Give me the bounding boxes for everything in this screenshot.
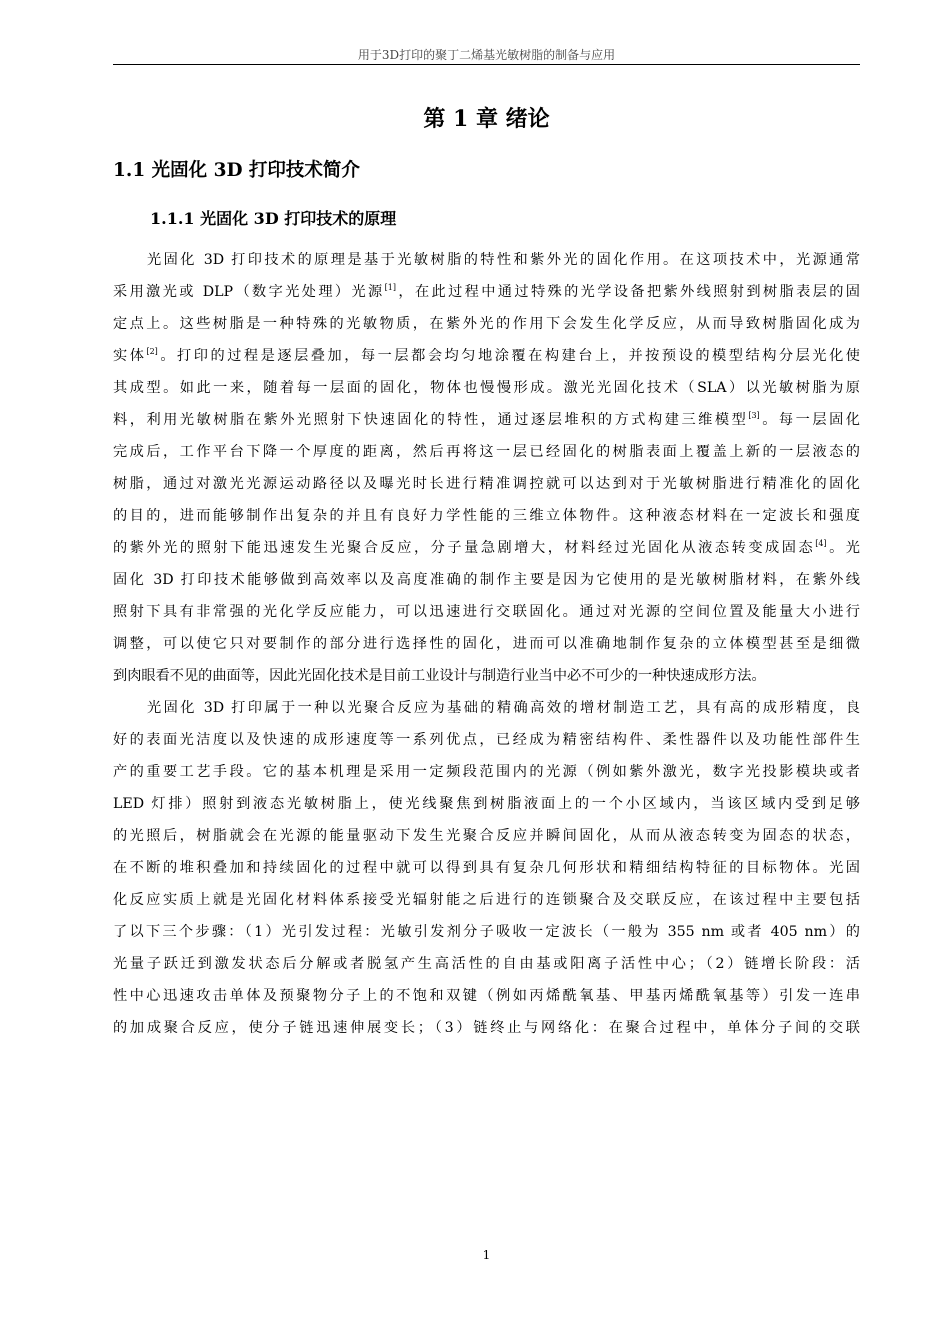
chapter-title: 第 1 章 绪论 <box>423 106 550 132</box>
text-run: 采用激光或 DLP（数字光处理）光源 <box>113 284 385 300</box>
paragraph-line: 在不断的堆积叠加和持续固化的过程中就可以得到具有复杂几何形状和精细结构特征的目标物体。光固 <box>113 860 860 876</box>
paragraph-line: 照射下具有非常强的光化学反应能力，可以迅速进行交联固化。通过对光源的空间位置及能量大小进行 <box>113 604 860 620</box>
paragraph-line: 调整，可以使它只对要制作的部分进行选择性的固化，进而可以准确地制作复杂的立体模型甚至是细微 <box>113 636 860 652</box>
paragraph-line: 定点上。这些树脂是一种特殊的光敏物质，在紫外光的作用下会发生化学反应，从而导致树脂固化成为 <box>113 316 860 332</box>
paragraph-line: 的加成聚合反应，使分子链迅速伸展变长；（3）链终止与网络化：在聚合过程中，单体分子间的交联 <box>113 1020 860 1036</box>
paragraph-line: 完成后，工作平台下降一个厚度的距离，然后再将这一层已经固化的树脂表面上覆盖上新的一层液态的 <box>113 444 860 460</box>
running-header: 用于3D打印的聚丁二烯基光敏树脂的制备与应用 <box>357 48 616 62</box>
paragraph-line: 光量子跃迁到激发状态后分解或者脱氢产生高活性的自由基或阳离子活性中心；（2）链增长阶段：活 <box>113 956 860 972</box>
paragraph-line: 化反应实质上就是光固化材料体系接受光辐射能之后进行的连锁聚合及交联反应，在该过程中主要包括 <box>113 892 860 908</box>
paragraph-line: 性中心迅速攻击单体及预聚物分子上的不饱和双键（例如丙烯酰氧基、甲基丙烯酰氧基等）引发一连串 <box>113 988 860 1004</box>
paragraph-1 <box>113 244 860 692</box>
paragraph-line: LED 灯排）照射到液态光敏树脂上，使光线聚焦到树脂液面上的一个小区域内，当该区域内受到足够 <box>113 796 860 812</box>
citation[interactable]: [2] <box>146 347 158 356</box>
paragraph-line: 了以下三个步骤：（1）光引发过程：光敏引发剂分子吸收一定波长（一般为 355 nm 或者 405 nm）的 <box>113 924 860 940</box>
paragraph-2 <box>113 692 860 1044</box>
page-number: 1 <box>482 1248 491 1262</box>
citation[interactable]: [1] <box>384 283 396 292</box>
citation[interactable]: [3] <box>748 411 760 420</box>
citation[interactable]: [4] <box>815 539 827 548</box>
section-title: 1.1 光固化 3D 打印技术简介 <box>113 160 360 181</box>
text-run: 实体 <box>113 348 147 364</box>
paragraph-line: 到肉眼看不见的曲面等，因此光固化技术是目前工业设计与制造行业当中必不可少的一种快速成形方法。 <box>113 668 766 684</box>
paragraph-line: 光固化 3D 打印技术的原理是基于光敏树脂的特性和紫外光的固化作用。在这项技术中，光源通常 <box>147 252 860 268</box>
paragraph-line: 光固化 3D 打印属于一种以光聚合反应为基础的精确高效的增材制造工艺，具有高的成形精度，良 <box>147 700 860 716</box>
subsection-title: 1.1.1 光固化 3D 打印技术的原理 <box>150 209 397 228</box>
text-run: 。打印的过程是逐层叠加，每一层都会均匀地涂覆在构建台上，并按预设的模型结构分层光化使 <box>157 348 860 364</box>
paragraph-line <box>113 532 860 564</box>
paragraph-line <box>113 276 860 308</box>
paragraph-line: 的光照后，树脂就会在光源的能量驱动下发生光聚合反应并瞬间固化，从而从液态转变为固态的状态， <box>113 828 860 844</box>
paragraph-line: 固化 3D 打印技术能够做到高效率以及高度准确的制作主要是因为它使用的是光敏树脂材料，在紫外线 <box>113 572 860 588</box>
text-run: 。每一层固化 <box>759 412 860 428</box>
text-run: 。光 <box>826 540 860 556</box>
paragraph-line: 其成型。如此一来，随着每一层面的固化，物体也慢慢形成。激光光固化技术（SLA）以光敏树脂为原 <box>113 380 860 396</box>
header-rule <box>113 64 860 65</box>
paragraph-line: 好的表面光洁度以及快速的成形速度等一系列优点，已经成为精密结构件、柔性器件以及功能性部件生 <box>113 732 860 748</box>
text-run: 的紫外光的照射下能迅速发生光聚合反应，分子量急剧增大，材料经过光固化从液态转变成固态 <box>113 540 816 556</box>
paragraph-line: 树脂，通过对激光光源运动路径以及曝光时长进行精准调控就可以达到对于光敏树脂进行精准化的固化 <box>113 476 860 492</box>
paragraph-line: 的目的，进而能够制作出复杂的并且有良好力学性能的三维立体物件。这种液态材料在一定波长和强度 <box>113 508 860 524</box>
paragraph-line <box>113 340 860 372</box>
paragraph-line: 产的重要工艺手段。它的基本机理是采用一定频段范围内的光源（例如紫外激光，数字光投影模块或者 <box>113 764 860 780</box>
body-text <box>113 244 860 1044</box>
paragraph-line <box>113 404 860 436</box>
text-run: ，在此过程中通过特殊的光学设备把紫外线照射到树脂表层的固 <box>395 284 860 300</box>
text-run: 料，利用光敏树脂在紫外光照射下快速固化的特性，通过逐层堆积的方式构建三维模型 <box>113 412 749 428</box>
